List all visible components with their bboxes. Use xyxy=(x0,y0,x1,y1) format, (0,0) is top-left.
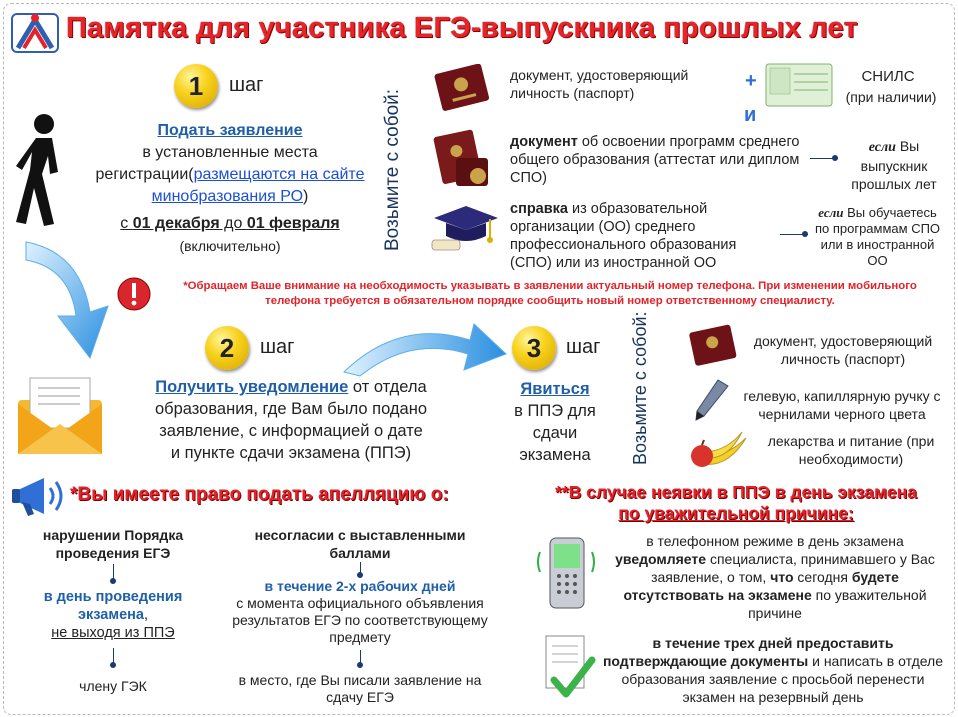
appeal-a-when: в день проведения экзамена, не выходя из ППЭ xyxy=(43,589,183,641)
fruit-icon xyxy=(688,424,750,468)
appeal-a-dot-1 xyxy=(110,578,116,584)
step-1-text xyxy=(80,120,380,257)
step-1-label: шаг xyxy=(229,74,264,96)
bring-label-1: Возьмите с собой: xyxy=(382,88,403,252)
step-1-inclusive: (включительно) xyxy=(179,238,281,254)
snils-card-icon xyxy=(764,62,834,108)
page-title: Памятка для участника ЕГЭ-выпускника прошлых лет xyxy=(66,12,858,44)
and-sign: и xyxy=(744,104,757,126)
appeal-a-to: члену ГЭК xyxy=(79,678,147,694)
step-2-heading: Получить уведомление xyxy=(155,378,349,396)
arrow-step2-to-step3 xyxy=(340,318,510,378)
appeal-heading: *Вы имеете право подать апелляцию о: xyxy=(70,484,449,505)
doc-passport-text: документ, удостоверяющий личность (паспорт) xyxy=(510,67,689,101)
appeal-a-dot-2 xyxy=(110,662,116,668)
step-1-line2: регистрации(размещаются на сайте минобразования РО) xyxy=(95,166,365,205)
absence-heading: **В случае неявки в ППЭ в день экзамена по уважительной причине: xyxy=(555,482,917,523)
bring-label-2: Возьмите с собой: xyxy=(630,311,650,465)
walking-person-icon xyxy=(8,112,80,228)
registration-places-link[interactable]: размещаются на сайте минобразования РО xyxy=(151,166,365,205)
step-1-badge: 1 xyxy=(174,64,218,108)
step-1-heading: Подать заявление xyxy=(157,122,303,139)
absence-step-2: в течение трех дней предоставить подтверждающие документы и написать в отделе образования заявление с просьбой перенести экзамен на резервный день xyxy=(602,635,944,705)
step-2-badge: 2 xyxy=(205,326,249,370)
appeal-b-to: в место, где Вы писали заявление на сдачу ЕГЭ xyxy=(238,672,482,705)
appeal-b-dot-2 xyxy=(357,662,363,668)
diploma-icon xyxy=(430,128,494,190)
megaphone-icon xyxy=(8,472,70,520)
mobile-phone-icon xyxy=(536,532,598,612)
step-3-badge: 3 xyxy=(512,326,556,370)
pen-icon xyxy=(688,376,734,422)
step-1-line1: в установленные места xyxy=(142,144,318,161)
document-check-icon xyxy=(540,632,596,704)
envelope-icon xyxy=(14,372,106,458)
connector-dot-2 xyxy=(802,231,808,237)
step-3-text: Явиться в ППЭ для сдачи экзамена xyxy=(500,378,610,466)
step-3-label: шаг xyxy=(566,336,601,358)
snils-label: СНИЛС xyxy=(861,68,915,85)
step-2-text: Получить уведомление от отдела образования, где Вам было подано заявление, с информацией о дате и пункте сдачи экзамена (ППЭ) xyxy=(154,378,428,462)
appeal-violation: нарушении Порядка проведения ЕГЭ xyxy=(42,527,184,561)
plus-sign: + xyxy=(745,70,757,92)
passport-icon xyxy=(428,64,498,112)
pen-text: гелевую, капиллярную ручку с чернилами черного цвета xyxy=(743,388,941,422)
snils-note: (при наличии) xyxy=(845,89,937,105)
appeal-disagreement: несогласии с выставленными баллами xyxy=(254,527,466,561)
doc-education-text: документ об освоении программ среднего общего образования (аттестат или диплом СПО) xyxy=(510,134,800,186)
step-2-label: шаг xyxy=(260,336,295,358)
doc-certificate-text: справка из образовательной организации (ОО) среднего профессионального образования (СПО) или из иностранной ОО xyxy=(510,201,737,271)
arrow-step1-to-step2 xyxy=(20,232,120,362)
food-text: лекарства и питание (при необходимости) xyxy=(767,433,935,467)
graduation-cap-icon xyxy=(428,200,504,256)
if-student-note: если Вы обучаетесь по программам СПО или в иностранной ОО xyxy=(814,205,941,268)
step-3-heading: Явиться xyxy=(520,380,590,398)
warning-icon xyxy=(114,276,154,312)
appeal-b-when: в течение 2-х рабочих дней с момента официального объявления результатов ЕГЭ по соответствующему предмету xyxy=(232,578,488,645)
if-graduate-note: если Вы выпускник прошлых лет xyxy=(851,138,937,192)
ege-logo xyxy=(10,8,60,54)
phone-notice: *Обращаем Ваше внимание на необходимость указывать в заявлении актуальный номер телефона. При изменении мобильного телефона требуется в обязательном порядке сообщить новый номер ответственному специалисту. xyxy=(183,280,917,307)
step3-passport-text: документ, удостоверяющий личность (паспорт) xyxy=(753,333,933,367)
step-1-dates: с 01 декабря до 01 февраля xyxy=(120,215,340,232)
absence-step-1: в телефонном режиме в день экзамена уведомляете специалиста, принимавшего у Вас заявление, о том, что сегодня будете отсутствовать на экзамене по уважительной причине xyxy=(615,533,935,621)
connector-dot-1 xyxy=(832,155,838,161)
passport-icon-2 xyxy=(684,324,744,368)
